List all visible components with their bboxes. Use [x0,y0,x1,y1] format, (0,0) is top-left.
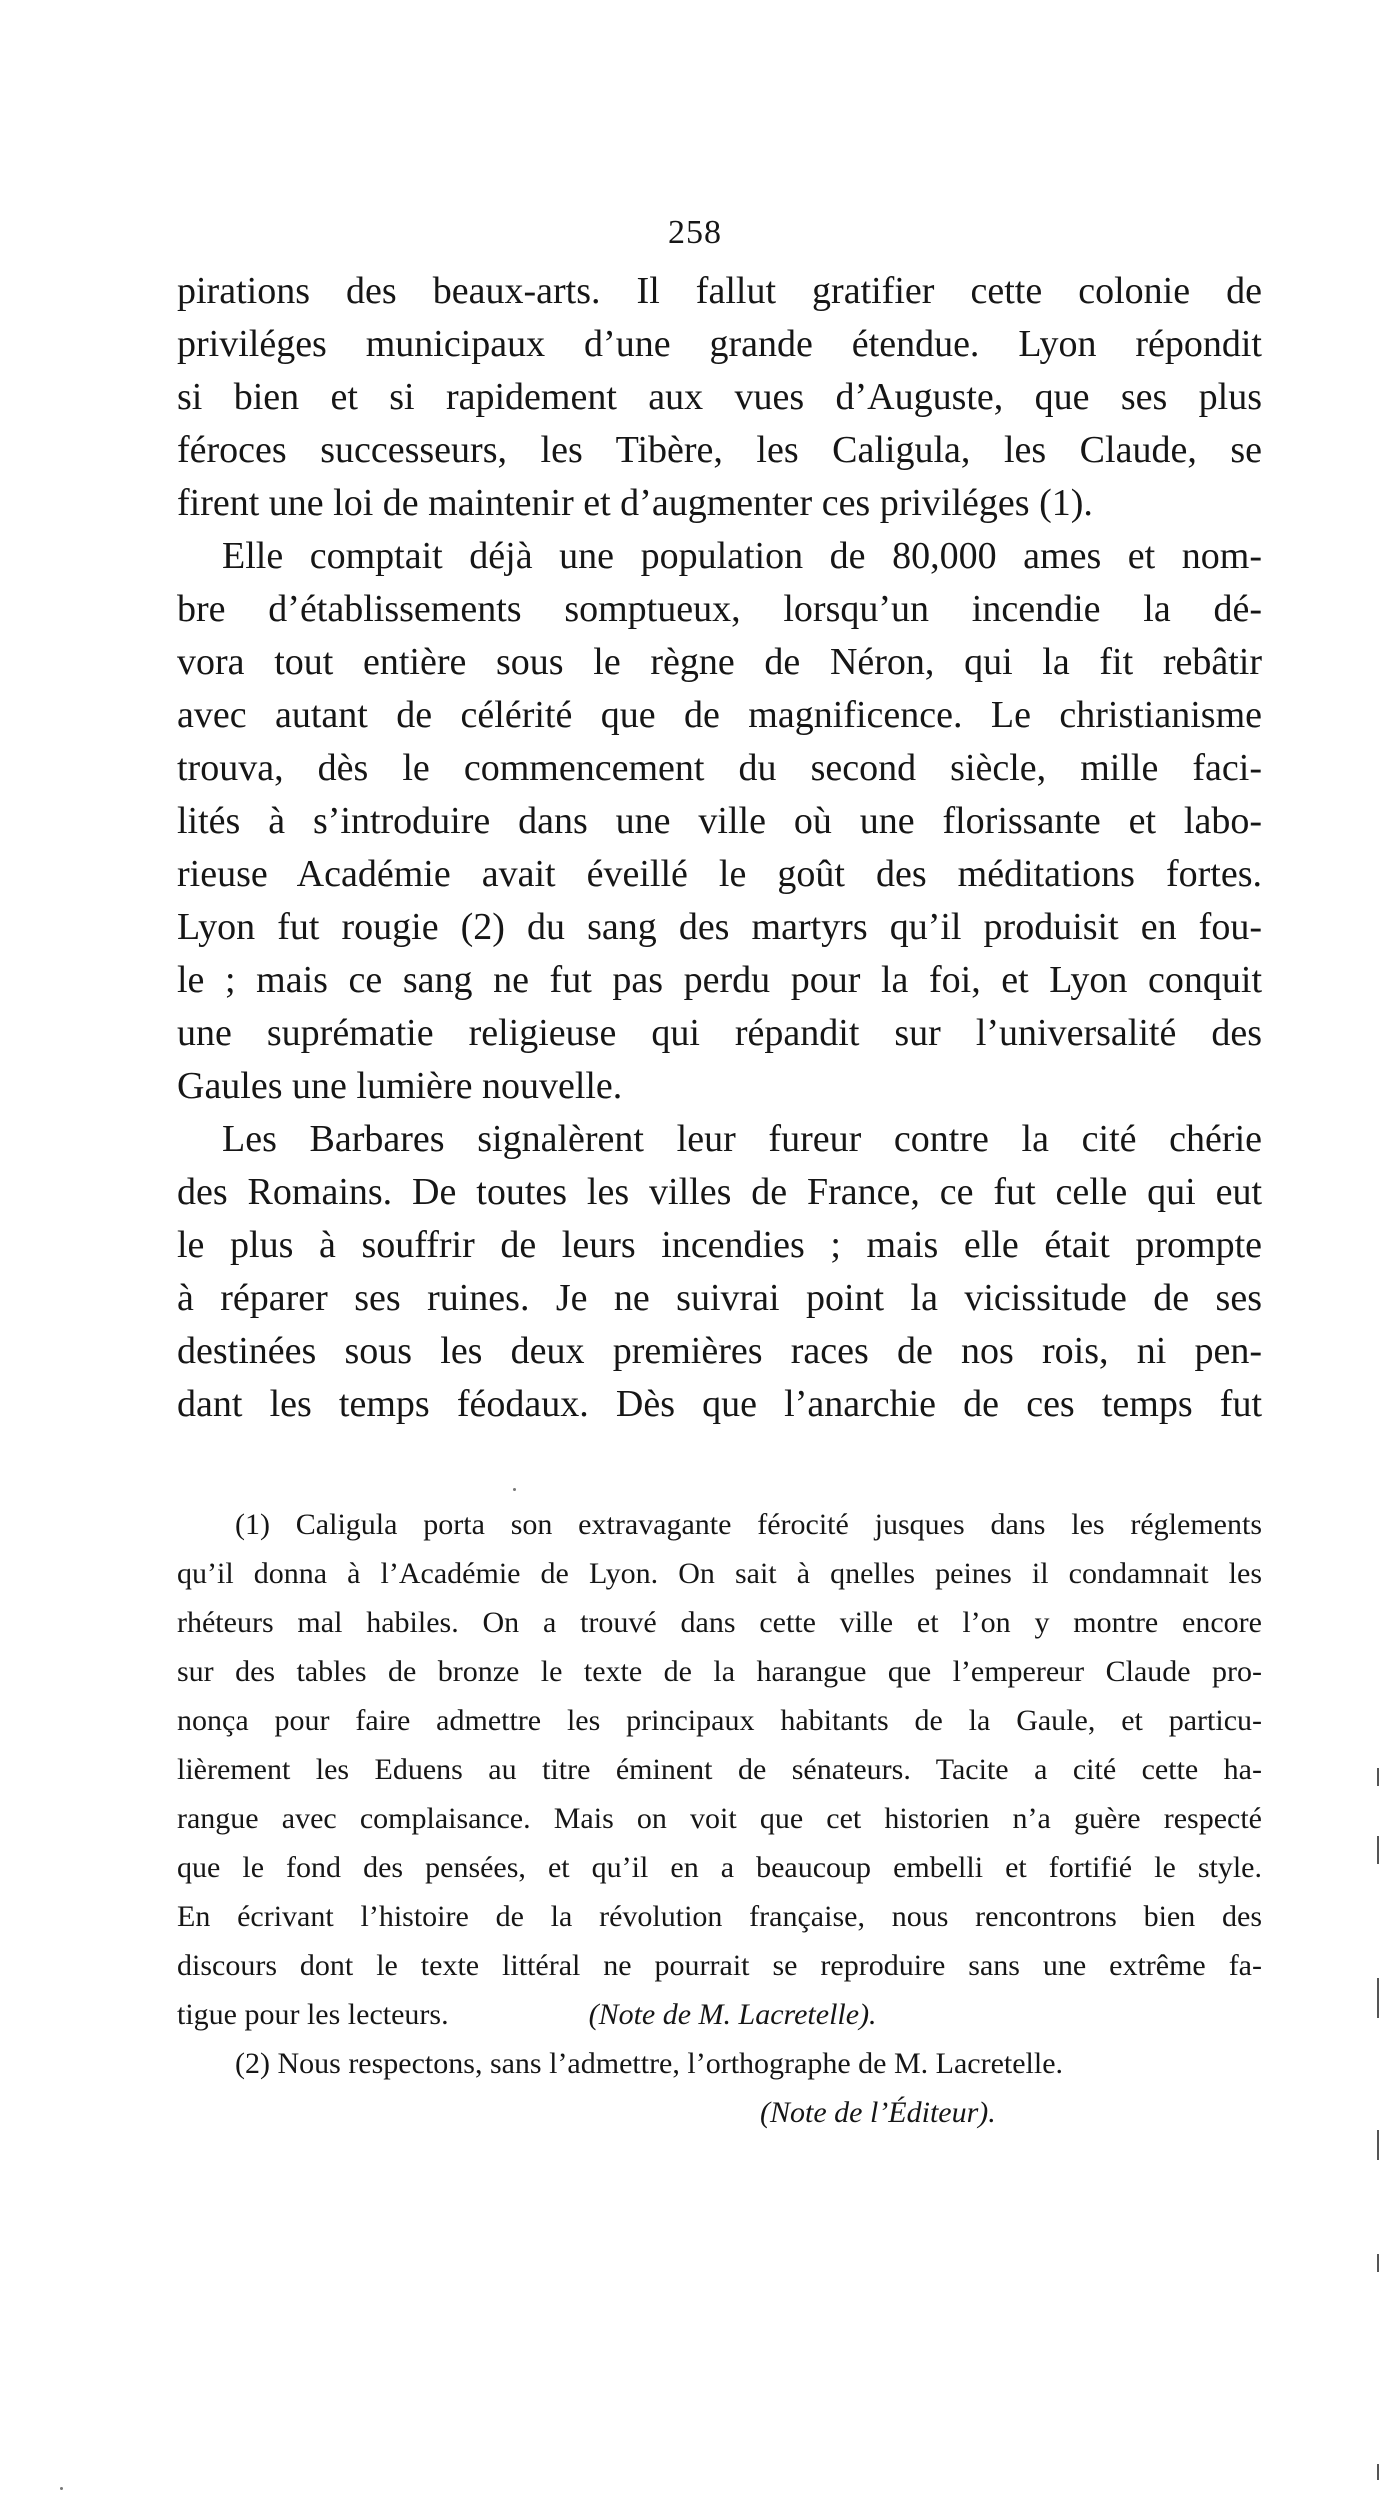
text-line: priviléges municipaux d’une grande étendue. Lyon répondit [177,323,1262,365]
footnote-line: qu’il donna à l’Académie de Lyon. On sait à qnelles peines il condamnait les [177,1557,1262,1590]
footnote-attribution: (Note de l’Éditeur). [760,2096,996,2129]
footnote-line: (2) Nous respectons, sans l’admettre, l’orthographe de M. Lacretelle. [235,2047,1064,2080]
text-line: firent une loi de maintenir et d’augmenter ces priviléges (1). [177,482,1093,524]
footnote-line: sur des tables de bronze le texte de la harangue que l’empereur Claude pro- [177,1655,1262,1688]
text-line: Elle comptait déjà une population de 80,000 ames et nom- [222,535,1262,577]
footnote-line: lièrement les Eduens au titre éminent de sénateurs. Tacite a cité cette ha- [177,1753,1262,1786]
footnote-2 [177,2039,1262,2137]
paragraph-2 [177,530,1262,1113]
text-line: bre d’établissements somptueux, lorsqu’un incendie la dé- [177,588,1262,630]
body-text [177,265,1262,1431]
footnote-line: En écrivant l’histoire de la révolution française, nous rencontrons bien des [177,1900,1262,1933]
text-line: dant les temps féodaux. Dès que l’anarchie de ces temps fut [177,1383,1262,1425]
footnote-line: que le fond des pensées, et qu’il en a beaucoup embelli et fortifié le style. [177,1851,1262,1884]
footnote-attribution: (Note de M. Lacretelle). [588,1998,877,2031]
scan-mark [1377,2254,1379,2272]
text-line: le ; mais ce sang ne fut pas perdu pour la foi, et Lyon conquit [177,959,1262,1001]
footnote-line: rangue avec complaisance. Mais on voit que cet historien n’a guère respecté [177,1802,1262,1835]
scan-mark [1377,1768,1379,1786]
footnote-line: (1) Caligula porta son extravagante férocité jusques dans les réglements [235,1508,1262,1541]
footnote-line: tigue pour les lecteurs. [177,1998,449,2031]
text-line: Les Barbares signalèrent leur fureur contre la cité chérie [222,1118,1262,1160]
footnote-line: rhéteurs mal habiles. On a trouvé dans cette ville et l’on y montre encore [177,1606,1262,1639]
text-line: avec autant de célérité que de magnificence. Le christianisme [177,694,1262,736]
text-line: une suprématie religieuse qui répandit sur l’universalité des [177,1012,1262,1054]
text-line: pirations des beaux-arts. Il fallut gratifier cette colonie de [177,270,1262,312]
footnote-attribution-line [177,2088,1262,2137]
footnote-last-line [177,1990,1262,2039]
text-line: des Romains. De toutes les villes de France, ce fut celle qui eut [177,1171,1262,1213]
footnote-line: nonça pour faire admettre les principaux habitants de la Gaule, et particu- [177,1704,1262,1737]
text-line: à réparer ses ruines. Je ne suivrai point la vicissitude de ses [177,1277,1262,1319]
footnote-line: discours dont le texte littéral ne pourrait se reproduire sans une extrême fa- [177,1949,1262,1982]
text-line: lités à s’introduire dans une ville où une florissante et labo- [177,800,1262,842]
text-line: féroces successeurs, les Tibère, les Caligula, les Claude, se [177,429,1262,471]
text-line: trouva, dès le commencement du second siècle, mille faci- [177,747,1262,789]
scan-dot [60,2487,63,2490]
text-line: destinées sous les deux premières races de nos rois, ni pen- [177,1330,1262,1372]
footnote-1 [177,1500,1262,2039]
page-number: 258 [668,214,722,251]
text-line: si bien et si rapidement aux vues d’Auguste, que ses plus [177,376,1262,418]
scan-mark [1377,2130,1379,2160]
text-line: Gaules une lumière nouvelle. [177,1065,623,1107]
text-line: le plus à souffrir de leurs incendies ; mais elle était prompte [177,1224,1262,1266]
text-line: vora tout entière sous le règne de Néron, qui la fit rebâtir [177,641,1262,683]
text-line: rieuse Académie avait éveillé le goût des méditations fortes. [177,853,1262,895]
paragraph-3 [177,1113,1262,1431]
scan-mark [1377,1978,1379,2018]
scan-dot [513,1488,516,1491]
footnotes [177,1500,1262,2137]
paragraph-1 [177,265,1262,530]
scan-mark [1377,1836,1379,1864]
scan-mark [1377,2464,1379,2480]
text-line: Lyon fut rougie (2) du sang des martyrs qu’il produisit en fou- [177,906,1262,948]
